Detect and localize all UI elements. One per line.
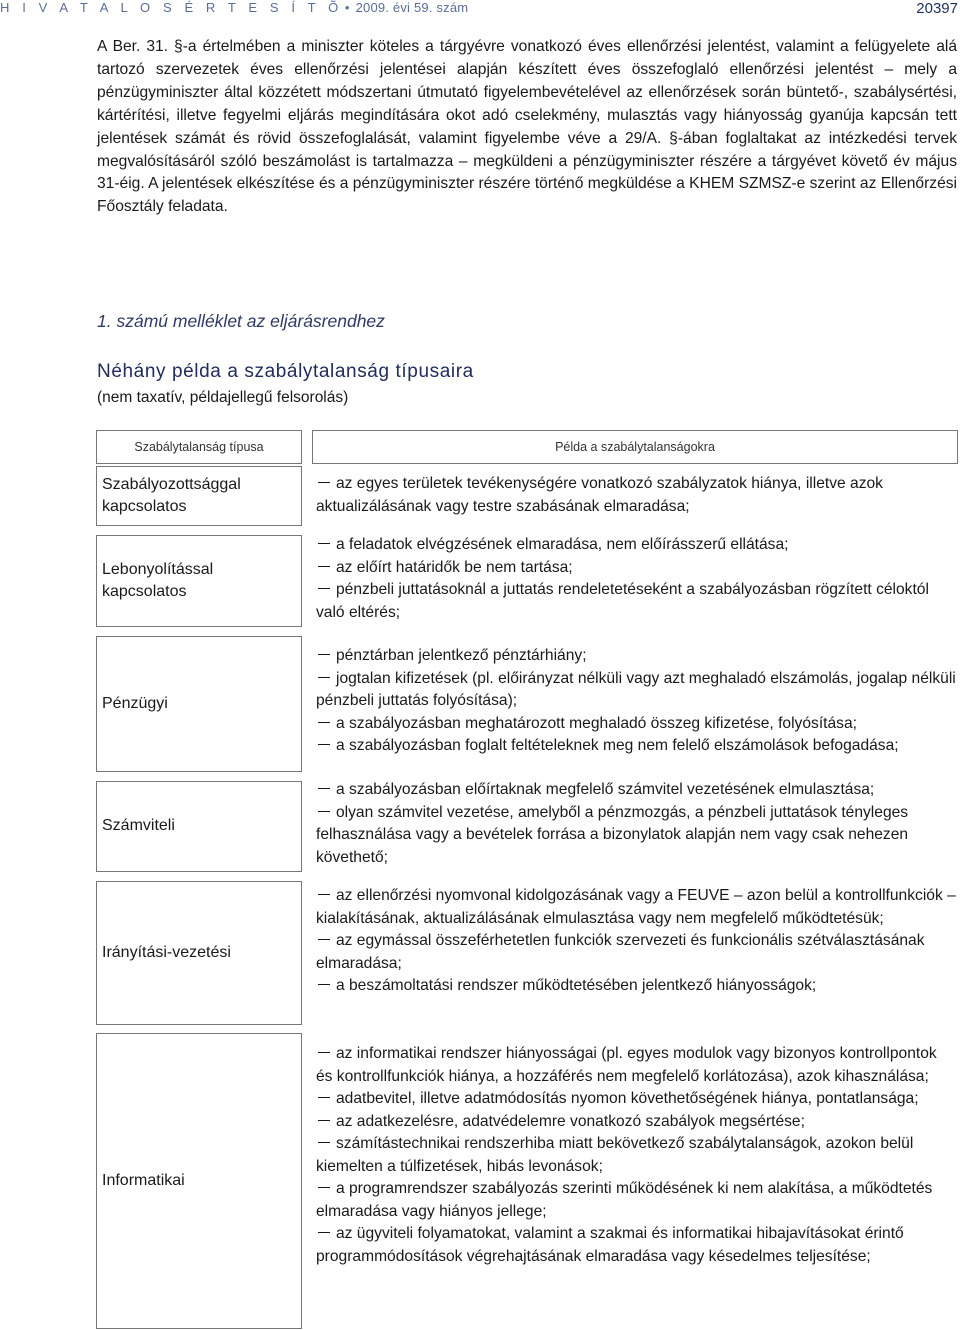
example-text: az ügyviteli folyamatokat, valamint a szakmai és informatikai hibajavításokat érintő programmódosítások végrehajtásának elmaradása vagy késedelmes teljesítése; bbox=[316, 1225, 904, 1265]
dash-bullet bbox=[318, 984, 330, 985]
example-text: a szabályozásban előírtaknak megfelelő számvitel vezetésének elmulasztása; bbox=[336, 781, 875, 798]
irregularity-type-label: Számviteli bbox=[102, 817, 175, 835]
example-text: olyan számvitel vezetése, amelyből a pénzmozgás, a pénzbeli juttatások tényleges felhasználása vagy a bevételek forrása a bizonylatok alapján nem vagy csak nehezen követhető; bbox=[316, 803, 909, 866]
example-list bbox=[316, 645, 956, 758]
dash-bullet bbox=[318, 482, 330, 483]
dash-bullet bbox=[318, 1097, 330, 1098]
dash-bullet bbox=[318, 588, 330, 589]
dash-bullet bbox=[318, 543, 330, 544]
list-item bbox=[316, 668, 956, 713]
dash-bullet bbox=[318, 654, 330, 655]
example-text: az informatikai rendszer hiányosságai (pl. egyes modulok vagy bizonyos kontrollpontok és kontrollfunkciók hiánya, a hozzáférés nem megfelelő korlátozása), azok kihasználása; bbox=[316, 1045, 937, 1085]
example-text: adatbevitel, illetve adatmódosítás nyomon követhetőségének hiánya, pontatlansága; bbox=[336, 1090, 919, 1107]
section-note: (nem taxatív, példajellegű felsorolás) bbox=[97, 389, 349, 406]
list-item bbox=[316, 1111, 956, 1134]
example-list bbox=[316, 885, 956, 998]
dash-bullet bbox=[318, 1232, 330, 1233]
list-item bbox=[316, 579, 956, 624]
irregularity-type-cell bbox=[96, 636, 302, 772]
table-header-examples: Példa a szabálytalanságokra bbox=[312, 430, 958, 464]
list-item bbox=[316, 802, 956, 870]
dash-bullet bbox=[318, 939, 330, 940]
example-text: a programrendszer szabályozás szerinti működésének ki nem alakítása, a működtetés elmaradása vagy hiányos jellege; bbox=[316, 1180, 933, 1220]
example-list bbox=[316, 1043, 956, 1268]
irregularity-type-label: Informatikai bbox=[102, 1171, 185, 1189]
issue-label: 2009. évi 59. szám bbox=[355, 0, 469, 15]
irregularity-type-label: Szabályozottsággal kapcsolatos bbox=[102, 475, 241, 515]
publication-name: H I V A T A L O S É R T E S Í T Õ bbox=[0, 0, 343, 15]
dash-bullet bbox=[318, 894, 330, 895]
header-left bbox=[0, 0, 468, 15]
list-item bbox=[316, 1223, 956, 1268]
list-item bbox=[316, 930, 956, 975]
irregularity-type-cell bbox=[96, 466, 302, 526]
list-item bbox=[316, 473, 956, 518]
example-text: pénztárban jelentkező pénztárhiány; bbox=[336, 647, 587, 664]
page-number: 20397 bbox=[916, 0, 958, 17]
dash-bullet bbox=[318, 722, 330, 723]
example-text: pénzbeli juttatásoknál a juttatás rendeletetéseként a szabályozásban rögzített céloktól való eltérés; bbox=[316, 581, 929, 621]
table-header-type: Szabálytalanság típusa bbox=[96, 430, 302, 464]
example-text: a szabályozásban foglalt feltételeknek meg nem felelő elszámolások befogadása; bbox=[336, 737, 899, 754]
example-text: a szabályozásban meghatározott meghaladó összeg kifizetése, folyósítása; bbox=[336, 714, 857, 732]
example-list bbox=[316, 534, 956, 624]
example-text: az ellenőrzési nyomvonal kidolgozásának vagy a FEUVE – azon belül a kontrollfunkciók – kialakításának, aktualizálásának elmulasztása vagy nem megfelelő működtetésük; bbox=[316, 887, 956, 927]
example-text: számítástechnikai rendszerhiba miatt bekövetkező szabálytalanságok, azokon belül kiemelten a túlfizetések, hibás levonások; bbox=[316, 1135, 914, 1175]
list-item bbox=[316, 1178, 956, 1223]
example-list bbox=[316, 473, 956, 518]
section-title: Néhány példa a szabálytalanság típusaira bbox=[97, 361, 474, 382]
dash-bullet bbox=[318, 744, 330, 745]
list-item bbox=[316, 534, 956, 557]
example-text: jogtalan kifizetések (pl. előirányzat nélküli vagy azt meghaladó elszámolás, jogalap nélküli pénzbeli juttatás folyósítása); bbox=[316, 669, 956, 709]
irregularity-type-cell bbox=[96, 781, 302, 872]
dash-bullet bbox=[318, 1142, 330, 1143]
list-item bbox=[316, 557, 956, 580]
body-paragraph: A Ber. 31. §-a értelmében a miniszter köteles a tárgyévre vonatkozó éves ellenőrzési jelentést, valamint a felügyelete alá tartozó szervezetek éves ellenőrzési jelentései alapján készített éves összefoglaló ellenőrzési jelentést – mely a pénzügyminiszter által közzétett módszertani útmutató figyelembevételével az ellenőrzések során büntető-, szabálysértési, kártérítési, illetve fegyelmi eljárás megindítására okot adó cselekmény, mulasztás vagy hiányosság gyanúja kapcsán tett jelentések számát és rövid összefoglalását, valamint figyelembe véve a 29/A. §-ában foglaltakat az intézkedési tervek megvalósításáról szóló beszámolást is tartalmazza – megküldeni a pénzügyminiszter részére a tárgyévet követő év május 31-éig. A jelentések elkészítése és a pénzügyminiszter részére történő megküldése a KHEM SZMSZ-e szerint az Ellenőrzési Főosztály feladata. bbox=[97, 38, 957, 216]
example-text: az egymással összeférhetetlen funkciók szervezeti és funkcionális szétválasztásának elmaradása; bbox=[316, 932, 925, 972]
running-header bbox=[0, 0, 960, 16]
dash-bullet bbox=[318, 566, 330, 567]
example-text: a beszámoltatási rendszer működtetésében jelentkező hiányosságok; bbox=[336, 977, 817, 994]
list-item bbox=[316, 713, 956, 736]
header-separator: • bbox=[344, 0, 350, 15]
dash-bullet bbox=[318, 1187, 330, 1188]
dash-bullet bbox=[318, 1052, 330, 1053]
irregularity-type-cell bbox=[96, 1033, 302, 1329]
irregularity-type-label: Lebonyolítással kapcsolatos bbox=[102, 560, 214, 600]
irregularity-type-label: Pénzügyi bbox=[102, 694, 168, 712]
irregularity-type-cell bbox=[96, 881, 302, 1025]
example-list bbox=[316, 779, 956, 869]
example-text: a feladatok elvégzésének elmaradása, nem előírásszerű ellátása; bbox=[336, 536, 789, 553]
list-item bbox=[316, 735, 956, 758]
dash-bullet bbox=[318, 1120, 330, 1121]
irregularity-type-cell bbox=[96, 535, 302, 627]
dash-bullet bbox=[318, 788, 330, 789]
list-item bbox=[316, 1133, 956, 1178]
list-item bbox=[316, 779, 956, 802]
dash-bullet bbox=[318, 811, 330, 812]
irregularity-type-label: Irányítási-vezetési bbox=[102, 943, 231, 961]
example-text: az adatkezelésre, adatvédelemre vonatkozó szabályok megsértése; bbox=[336, 1112, 805, 1130]
example-text: az előírt határidők be nem tartása; bbox=[336, 558, 573, 576]
list-item bbox=[316, 1043, 956, 1088]
list-item bbox=[316, 645, 956, 668]
list-item bbox=[316, 1088, 956, 1111]
list-item bbox=[316, 975, 956, 998]
example-text: az egyes területek tevékenységére vonatkozó szabályzatok hiánya, illetve azok aktualizálásának vagy testre szabásának elmaradása; bbox=[316, 475, 883, 515]
annex-title: 1. számú melléklet az eljárásrendhez bbox=[97, 311, 385, 331]
dash-bullet bbox=[318, 677, 330, 678]
list-item bbox=[316, 885, 956, 930]
